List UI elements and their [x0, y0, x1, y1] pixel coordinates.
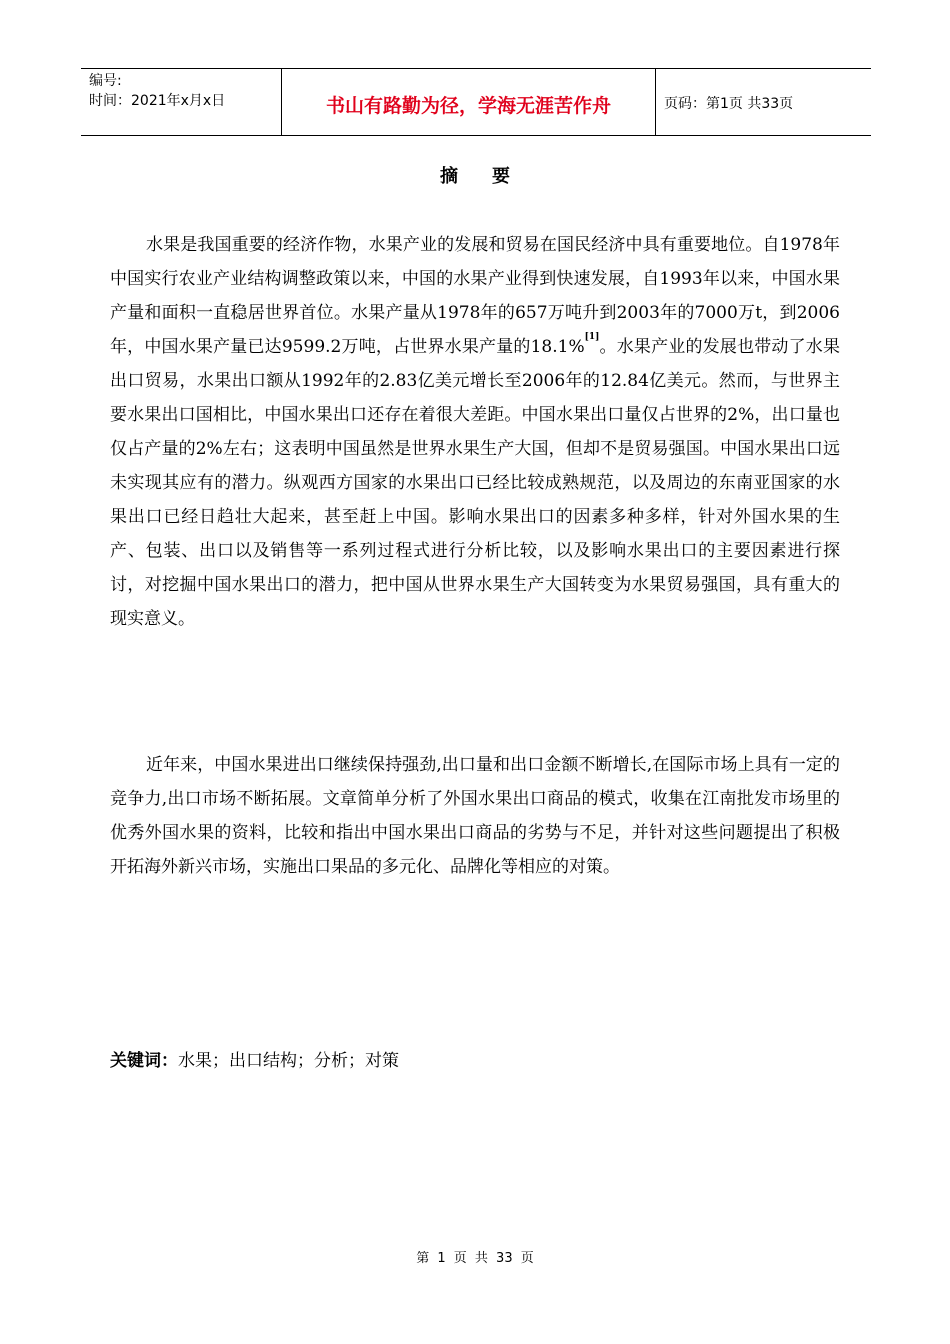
keywords-items: 水果；出口结构；分析；对策	[178, 1051, 399, 1071]
header-page-info: 页码：第1页 共33页	[664, 96, 794, 112]
header-meta-cell	[81, 69, 282, 135]
header-motto-cell	[282, 69, 656, 135]
serial-number-label: 编号:	[89, 73, 122, 89]
abstract-paragraph-1	[110, 228, 840, 636]
keywords-line	[110, 1044, 399, 1078]
abstract-title: 摘要	[440, 166, 544, 187]
header-motto: 书山有路勤为径，学海无涯苦作舟	[325, 94, 611, 117]
keywords-label: 关键词：	[110, 1051, 178, 1071]
abstract-paragraph-2: 近年来，中国水果进出口继续保持强劲,出口量和出口金额不断增长,在国际市场上具有一定的竞争力,出口市场不断拓展。文章简单分析了外国水果出口商品的模式，收集在江南批发市场里的优秀外国水果的资料，比较和指出中国水果出口商品的劣势与不足，并针对这些问题提出了积极开拓海外新兴市场，实施出口果品的多元化、品牌化等相应的对策。	[110, 755, 840, 877]
header-page-cell	[656, 69, 871, 135]
abstract-paragraph-1-part-b: 。水果产业的发展也带动了水果出口贸易，水果出口额从1992年的2.83亿美元增长至2006年的12.84亿美元。然而，与世界主要水果出口国相比，中国水果出口还存在着很大差距。中国水果出口量仅占世界的2%，出口量也仅占产量的2%左右；这表明中国虽然是世界水果生产大国，但却不是贸易强国。中国水果出口远未实现其应有的潜力。纵观西方国家的水果出口已经比较成熟规范，以及周边的东南亚国家的水果出口已经日趋壮大起来，甚至赶上中国。影响水果出口的因素多种多样，针对外国水果的生产、包装、出口以及销售等一系列过程式进行分析比较，以及影响水果出口的主要因素进行探讨，对挖掘中国水果出口的潜力，把中国从世界水果生产大国转变为水果贸易强国，具有重大的现实意义。	[110, 337, 840, 629]
document-header	[81, 68, 871, 136]
abstract-paragraph-1-part-a: 水果是我国重要的经济作物，水果产业的发展和贸易在国民经济中具有重要地位。自1978年中国实行农业产业结构调整政策以来，中国的水果产业得到快速发展，自1993年以来，中国水果产量和面积一直稳居世界首位。水果产量从1978年的657万吨升到2003年的7000万t，到2006年，中国水果产量已达9599.2万吨，占世界水果产量的18.1%	[110, 235, 840, 357]
date-label: 时间：2021年x月x日	[89, 93, 226, 109]
citation-reference: [1]	[584, 332, 600, 342]
page-footer: 第 1 页 共 33 页	[416, 1251, 534, 1266]
